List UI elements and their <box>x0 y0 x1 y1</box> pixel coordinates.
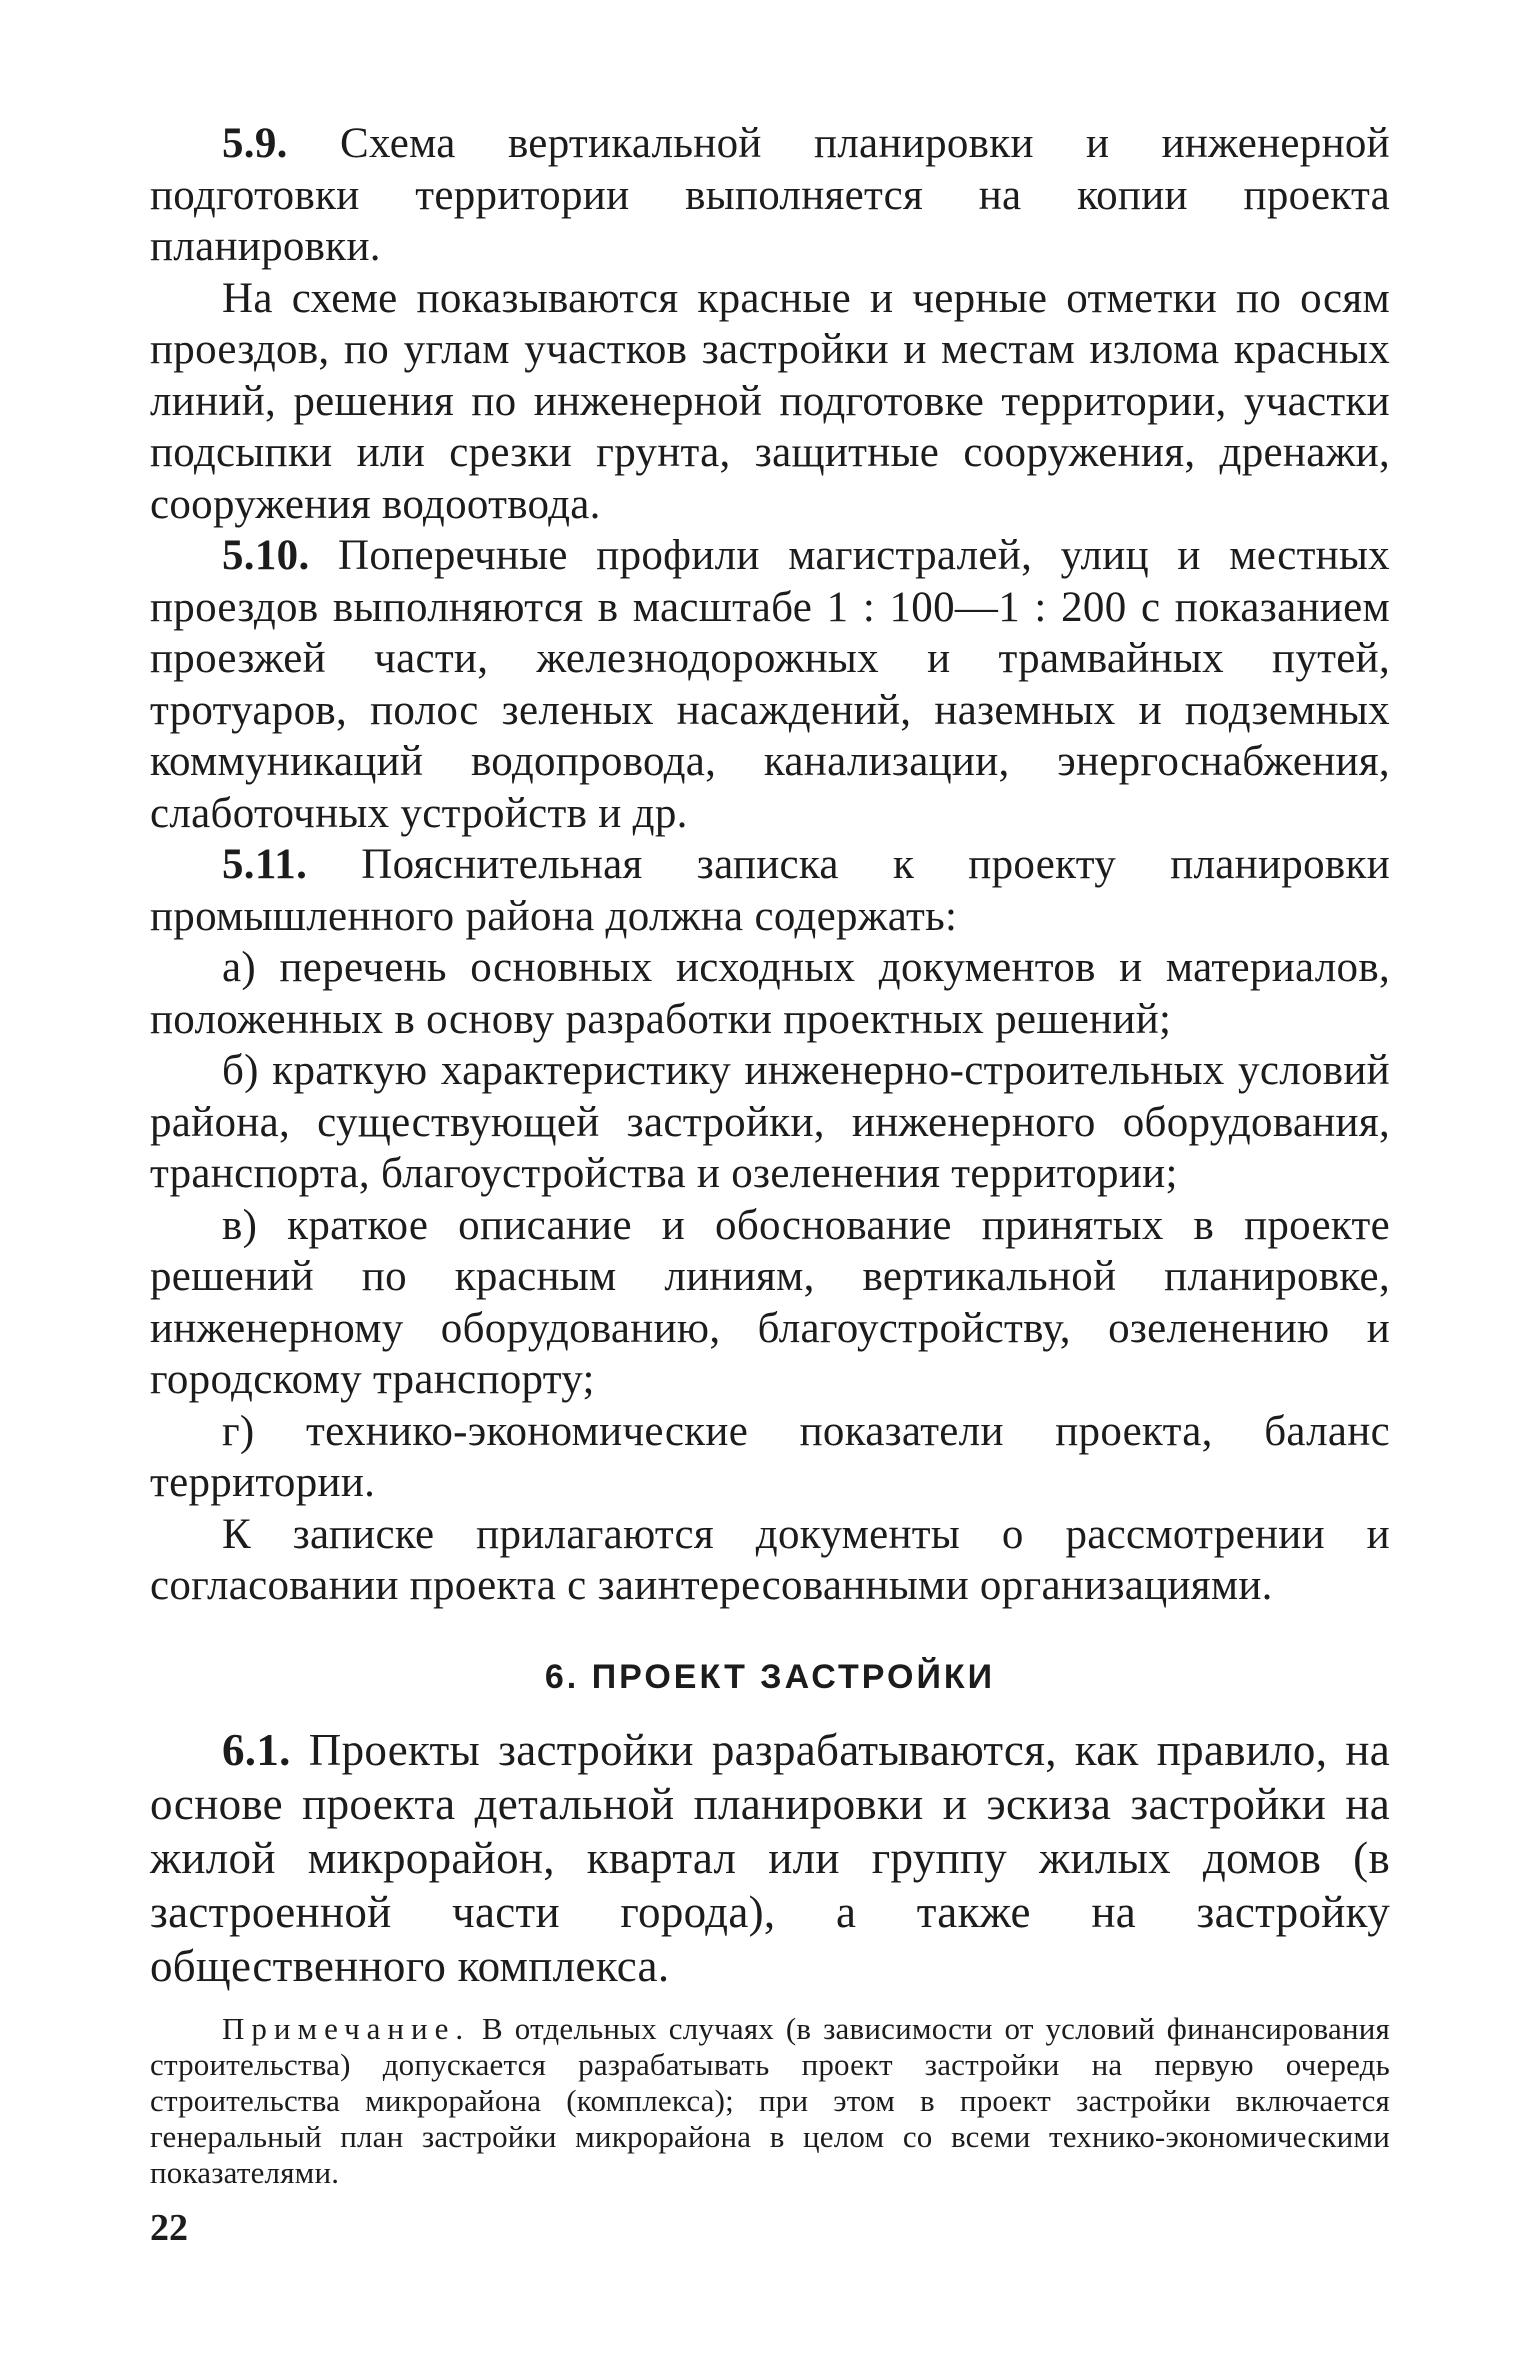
document-page <box>150 118 1390 2191</box>
clause-number: 5.10. <box>222 532 310 579</box>
paragraph-5-10 <box>150 530 1390 839</box>
paragraph-5-9 <box>150 118 1390 273</box>
clause-number: 5.9. <box>222 120 288 167</box>
note-text: В отдельных случаях (в зависимости от условий финансирования строительства) допускается разрабатывать проект застройки на первую очередь строительства микрорайона (комплекса); при этом в проект застройки включается генеральный план застройки микрорайона в целом со всеми технико-экономическими показателями. <box>150 2010 1390 2190</box>
list-item-g: г) технико-экономические показатели проекта, баланс территории. <box>150 1407 1390 1506</box>
list-item-a: а) перечень основных исходных документов и материалов, положенных в основу разработки проектных решений; <box>150 944 1390 1043</box>
paragraph-5-9-scheme <box>150 273 1390 531</box>
clause-text: Поперечные профили магистралей, улиц и местных проездов выполняются в масштабе 1 : 100—1 : 200 с показанием проезжей части, железнодорожных и трамвайных путей, тротуаров, полос зеленых насаждений, наземных и подземных коммуникаций водопровода, канализации, энергоснабжения, слаботочных устройств и др. <box>150 532 1390 837</box>
clause-text: Пояснительная записка к проекту планировки промышленного района должна содержать: <box>150 841 1390 940</box>
paragraph-6-1 <box>150 1723 1390 1993</box>
clause-number: 6.1. <box>222 1724 291 1775</box>
section-heading-6: 6. ПРОЕКТ ЗАСТРОЙКИ <box>544 1657 996 1696</box>
clause-number: 5.11. <box>222 841 308 888</box>
clause-text: На схеме показываются красные и черные отметки по осям проездов, по углам участков застройки и местам излома красных линий, решения по инженерной подготовке территории, участки подсыпки или срезки грунта, защитные сооружения, дренажи, сооружения водоотвода. <box>150 274 1390 528</box>
note-paragraph <box>150 2011 1390 2191</box>
clause-text: Проекты застройки разрабатываются, как правило, на основе проекта детальной планировки и эскиза застройки на жилой микрорайон, квартал или группу жилых домов (в застроенной части города), а также на застройку общественного комплекса. <box>150 1724 1390 1991</box>
list-item-b: б) краткую характеристику инженерно-строительных условий района, существующей застройки, инженерного оборудования, транспорта, благоустройства и озеленения территории; <box>150 1047 1390 1197</box>
paragraph-5-11 <box>150 839 1390 942</box>
clause-text: Схема вертикальной планировки и инженерной подготовки территории выполняется на копии проекта планировки. <box>150 120 1390 270</box>
clause-text: К записке прилагаются документы о рассмотрении и согласовании проекта с заинтересованными организациями. <box>150 1510 1390 1609</box>
note-label: Примечание. <box>222 2010 471 2046</box>
paragraph-attachments <box>150 1509 1390 1612</box>
list-item-v: в) краткое описание и обоснование принятых в проекте решений по красным линиям, вертикальной планировке, инженерному оборудованию, благоустройству, озеленению и городскому транспорту; <box>150 1201 1390 1403</box>
page-number: 22 <box>150 2207 188 2249</box>
